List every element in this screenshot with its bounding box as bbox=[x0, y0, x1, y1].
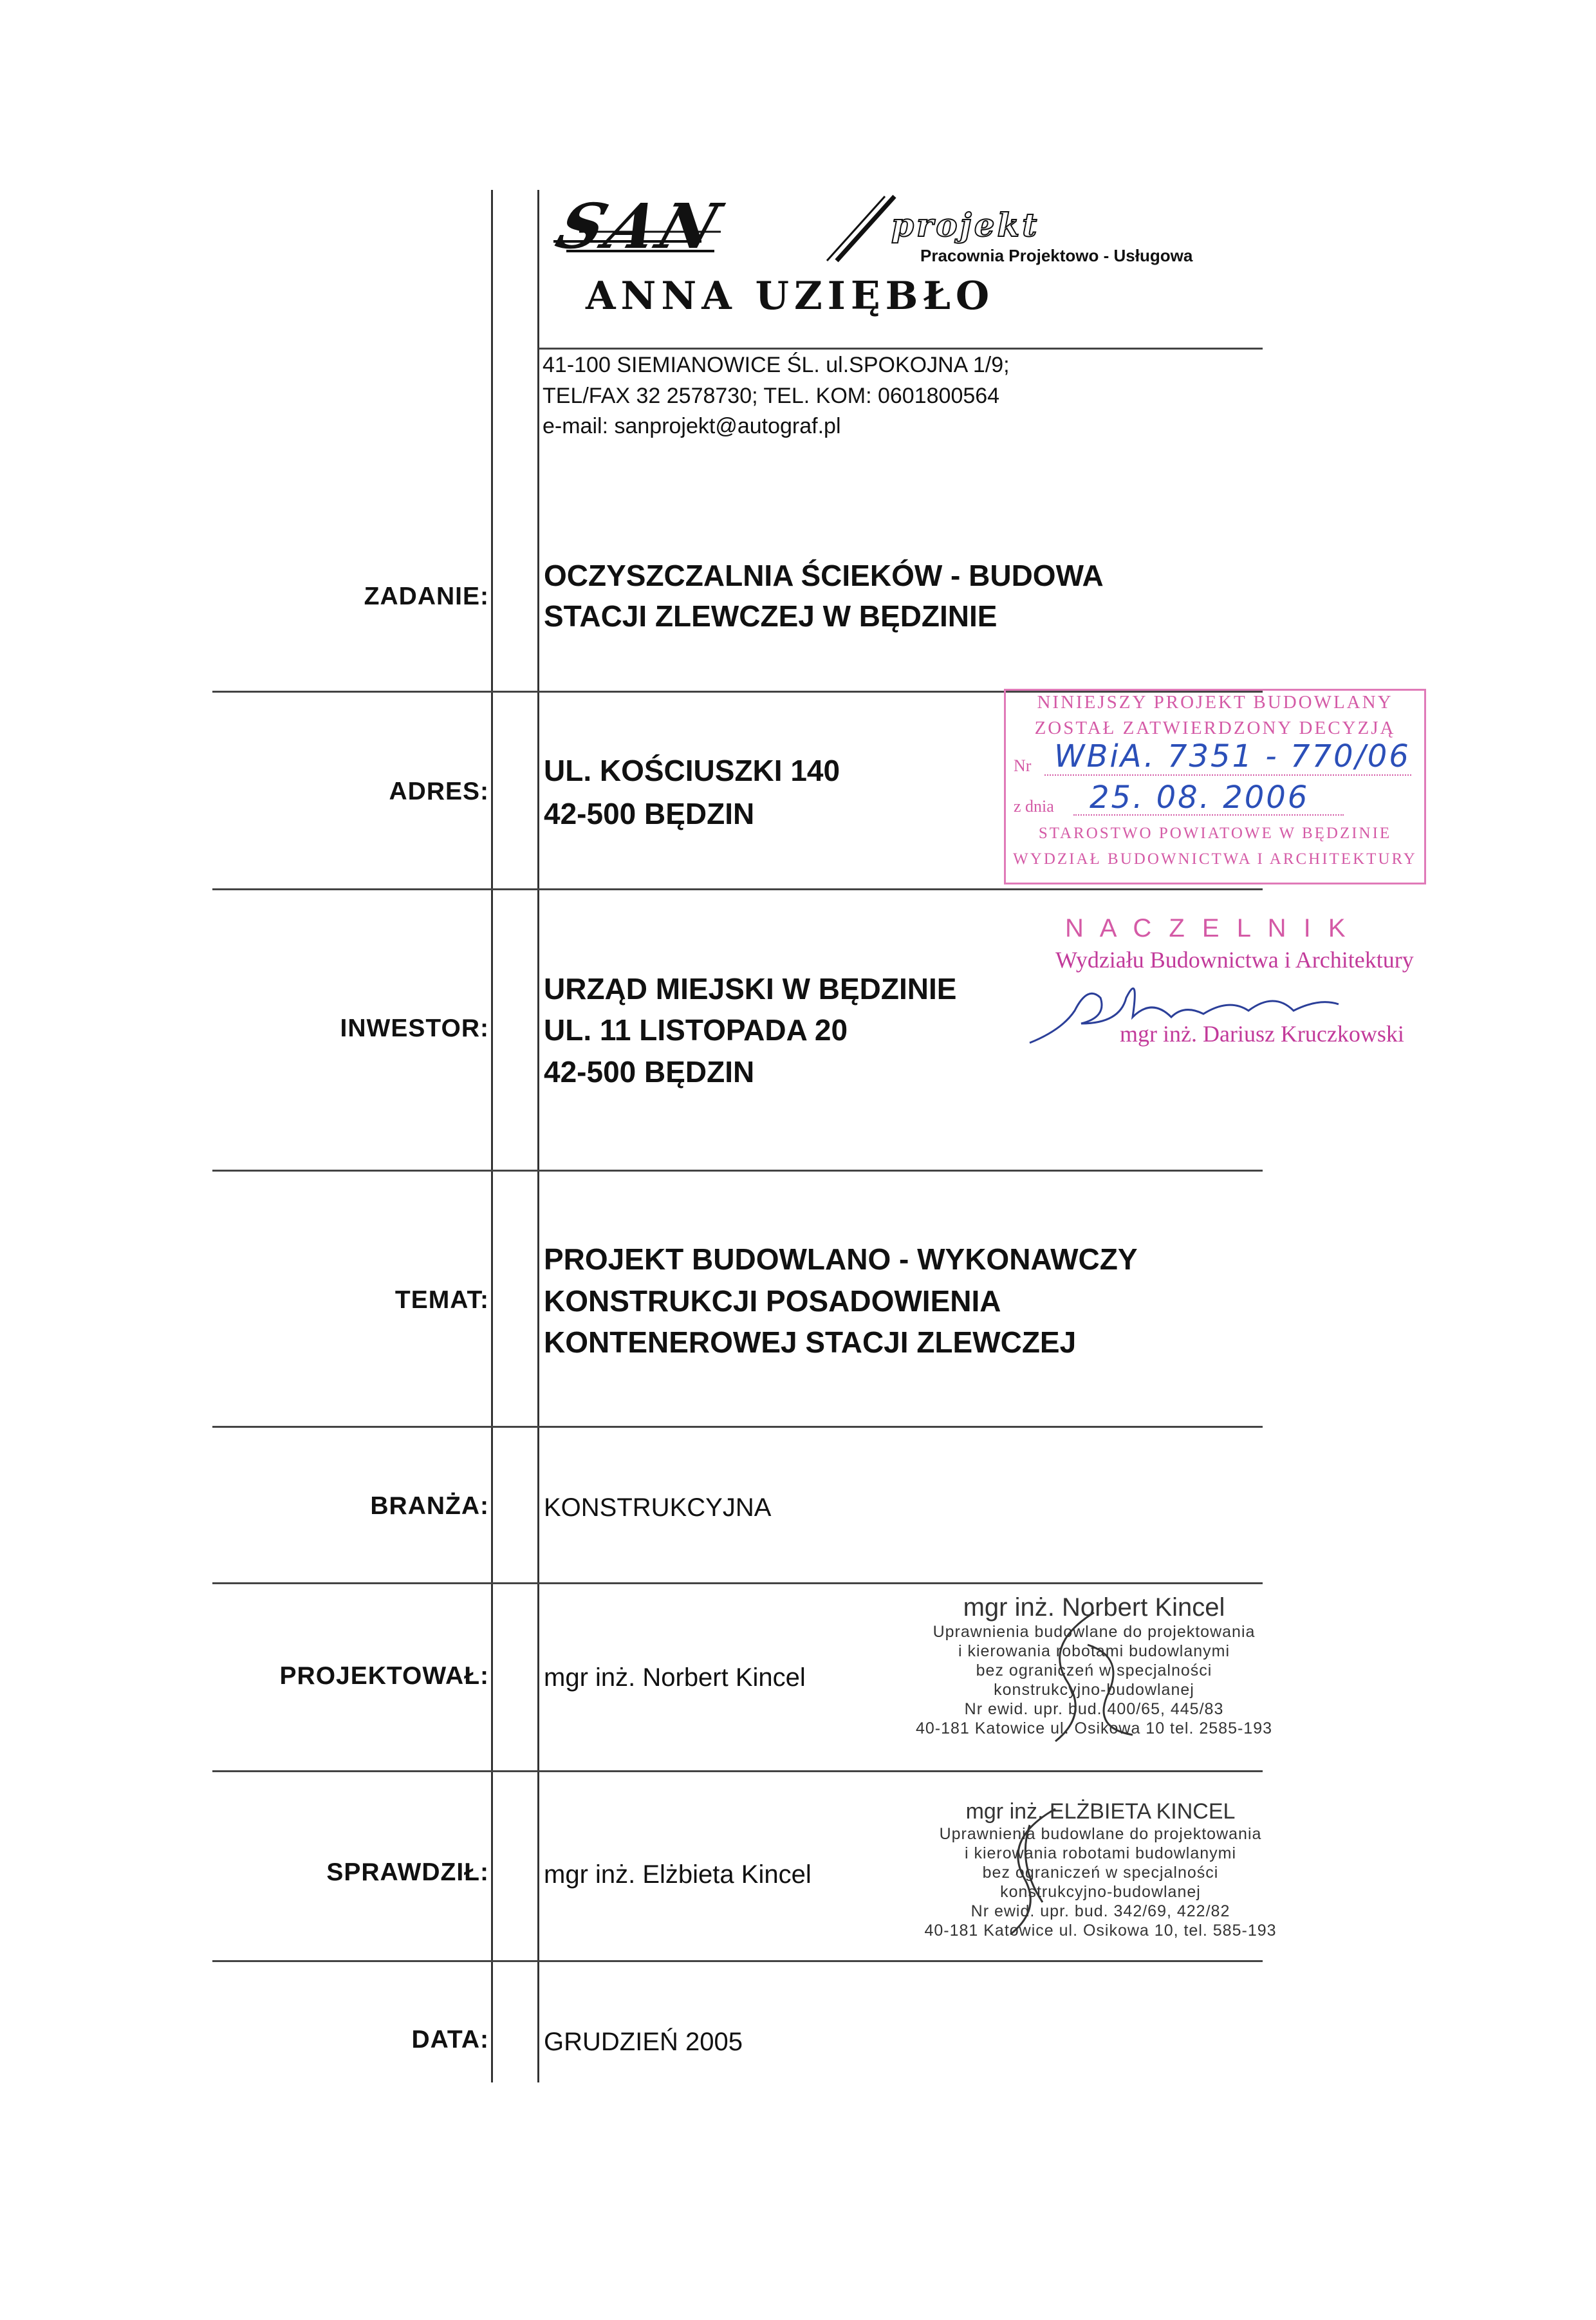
naczelnik-title: N A C Z E L N I K bbox=[1065, 914, 1351, 942]
contact-address: 41-100 SIEMIANOWICE ŚL. ul.SPOKOJNA 1/9; bbox=[543, 353, 1010, 377]
elzbieta-signature-icon bbox=[978, 1806, 1094, 1941]
temat-label: TEMAT: bbox=[394, 1286, 489, 1314]
stamp-date-value: 25. 08. 2006 bbox=[1090, 780, 1310, 816]
projektowal-label: PROJEKTOWAŁ: bbox=[279, 1662, 489, 1690]
norbert-signature-icon bbox=[1030, 1606, 1158, 1748]
logo-subtitle: Pracownia Projektowo - Usługowa bbox=[920, 246, 1193, 265]
inwestor-label: INWESTOR: bbox=[340, 1015, 489, 1042]
cert-line: i kierowania robotami budowlanymi bbox=[958, 1642, 1230, 1660]
stamp-date-label: z dnia bbox=[1014, 797, 1054, 816]
cert-line: konstrukcyjno-budowlanej bbox=[1000, 1883, 1201, 1901]
inwestor-line-1: URZĄD MIEJSKI W BĘDZINIE bbox=[544, 972, 957, 1006]
divider bbox=[212, 1960, 1263, 1962]
cert-line: 40-181 Katowice ul. Osikowa 10 tel. 2585-193 bbox=[915, 1719, 1273, 1737]
cert-line: bez ograniczeń w specjalności bbox=[976, 1661, 1212, 1679]
divider bbox=[212, 888, 1263, 890]
adres-line-1: UL. KOŚCIUSZKI 140 bbox=[544, 754, 840, 787]
cert-line: Nr ewid. upr. bud. 400/65, 445/83 bbox=[964, 1700, 1224, 1718]
divider bbox=[212, 1426, 1263, 1428]
zadanie-label: ZADANIE: bbox=[364, 583, 489, 610]
certification-stamp-norbert bbox=[901, 1593, 1287, 1738]
cert-line: bez ograniczeń w specjalności bbox=[982, 1864, 1219, 1882]
left-border-line bbox=[491, 190, 493, 2082]
divider bbox=[212, 1170, 1263, 1172]
branza-value: KONSTRUKCYJNA bbox=[544, 1493, 772, 1522]
logo-slash-icon bbox=[824, 193, 901, 264]
cert-line: Uprawnienia budowlane do projektowania bbox=[933, 1623, 1256, 1641]
cert-line: Nr ewid. upr. bud. 342/69, 422/82 bbox=[970, 1902, 1230, 1920]
stamp-nr-value: WBiA. 7351 - 770/06 bbox=[1054, 738, 1411, 774]
adres-label: ADRES: bbox=[389, 778, 489, 805]
stamp-line-2: ZOSTAŁ ZATWIERDZONY DECYZJĄ bbox=[1034, 718, 1396, 738]
stamp-line-5: STAROSTWO POWIATOWE W BĘDZINIE bbox=[1038, 825, 1392, 842]
temat-line-3: KONTENEROWEJ STACJI ZLEWCZEJ bbox=[544, 1325, 1077, 1359]
adres-line-2: 42-500 BĘDZIN bbox=[544, 797, 755, 830]
cert-line: konstrukcyjno-budowlanej bbox=[994, 1681, 1194, 1699]
temat-line-1: PROJEKT BUDOWLANO - WYKONAWCZY bbox=[544, 1242, 1138, 1276]
sprawdzil-value: mgr inż. Elżbieta Kincel bbox=[544, 1860, 812, 1889]
contact-email: e-mail: sanprojekt@autograf.pl bbox=[543, 414, 841, 438]
inwestor-line-2: UL. 11 LISTOPADA 20 bbox=[544, 1013, 848, 1047]
data-label: DATA: bbox=[411, 2026, 489, 2053]
divider bbox=[539, 348, 1263, 350]
projektowal-value: mgr inż. Norbert Kincel bbox=[544, 1663, 806, 1692]
cert-name: mgr inż. Norbert Kincel bbox=[963, 1593, 1225, 1622]
stamp-line-6: WYDZIAŁ BUDOWNICTWA I ARCHITEKTURY bbox=[1013, 850, 1417, 868]
logo-projekt: projekt bbox=[891, 206, 1040, 244]
cert-line: Uprawnienia budowlane do projektowania bbox=[939, 1825, 1262, 1843]
branza-label: BRANŻA: bbox=[370, 1492, 489, 1520]
stamp-nr-label: Nr bbox=[1014, 756, 1032, 775]
naczelnik-dept: Wydziału Budownictwa i Architektury bbox=[1055, 947, 1414, 973]
logo-brand: SAN bbox=[548, 190, 732, 263]
data-value: GRUDZIEŃ 2005 bbox=[544, 2028, 743, 2056]
inner-border-line bbox=[537, 190, 539, 2082]
naczelnik-name: mgr inż. Dariusz Kruczkowski bbox=[1120, 1021, 1404, 1047]
stamp-line-1: NINIEJSZY PROJEKT BUDOWLANY bbox=[1037, 692, 1393, 713]
divider bbox=[212, 1770, 1263, 1772]
divider bbox=[212, 1582, 1263, 1584]
stamp-nr-underline bbox=[1044, 774, 1411, 776]
certification-stamp-elzbieta bbox=[901, 1799, 1300, 1940]
logo-owner-name: ANNA UZIĘBŁO bbox=[586, 274, 995, 319]
temat-line-2: KONSTRUKCJI POSADOWIENIA bbox=[544, 1284, 1001, 1318]
approval-stamp bbox=[1004, 689, 1426, 884]
zadanie-line-1: OCZYSZCZALNIA ŚCIEKÓW - BUDOWA bbox=[544, 559, 1104, 592]
cert-line: 40-181 Katowice ul. Osikowa 10, tel. 585-193 bbox=[924, 1922, 1277, 1940]
cert-name: mgr inż. ELŻBIETA KINCEL bbox=[965, 1799, 1236, 1824]
cert-line: i kierowania robotami budowlanymi bbox=[964, 1844, 1237, 1862]
inwestor-line-3: 42-500 BĘDZIN bbox=[544, 1055, 755, 1089]
zadanie-line-2: STACJI ZLEWCZEJ W BĘDZINIE bbox=[544, 599, 998, 633]
contact-phone: TEL/FAX 32 2578730; TEL. KOM: 0601800564 bbox=[543, 384, 1000, 408]
sprawdzil-label: SPRAWDZIŁ: bbox=[326, 1858, 489, 1886]
